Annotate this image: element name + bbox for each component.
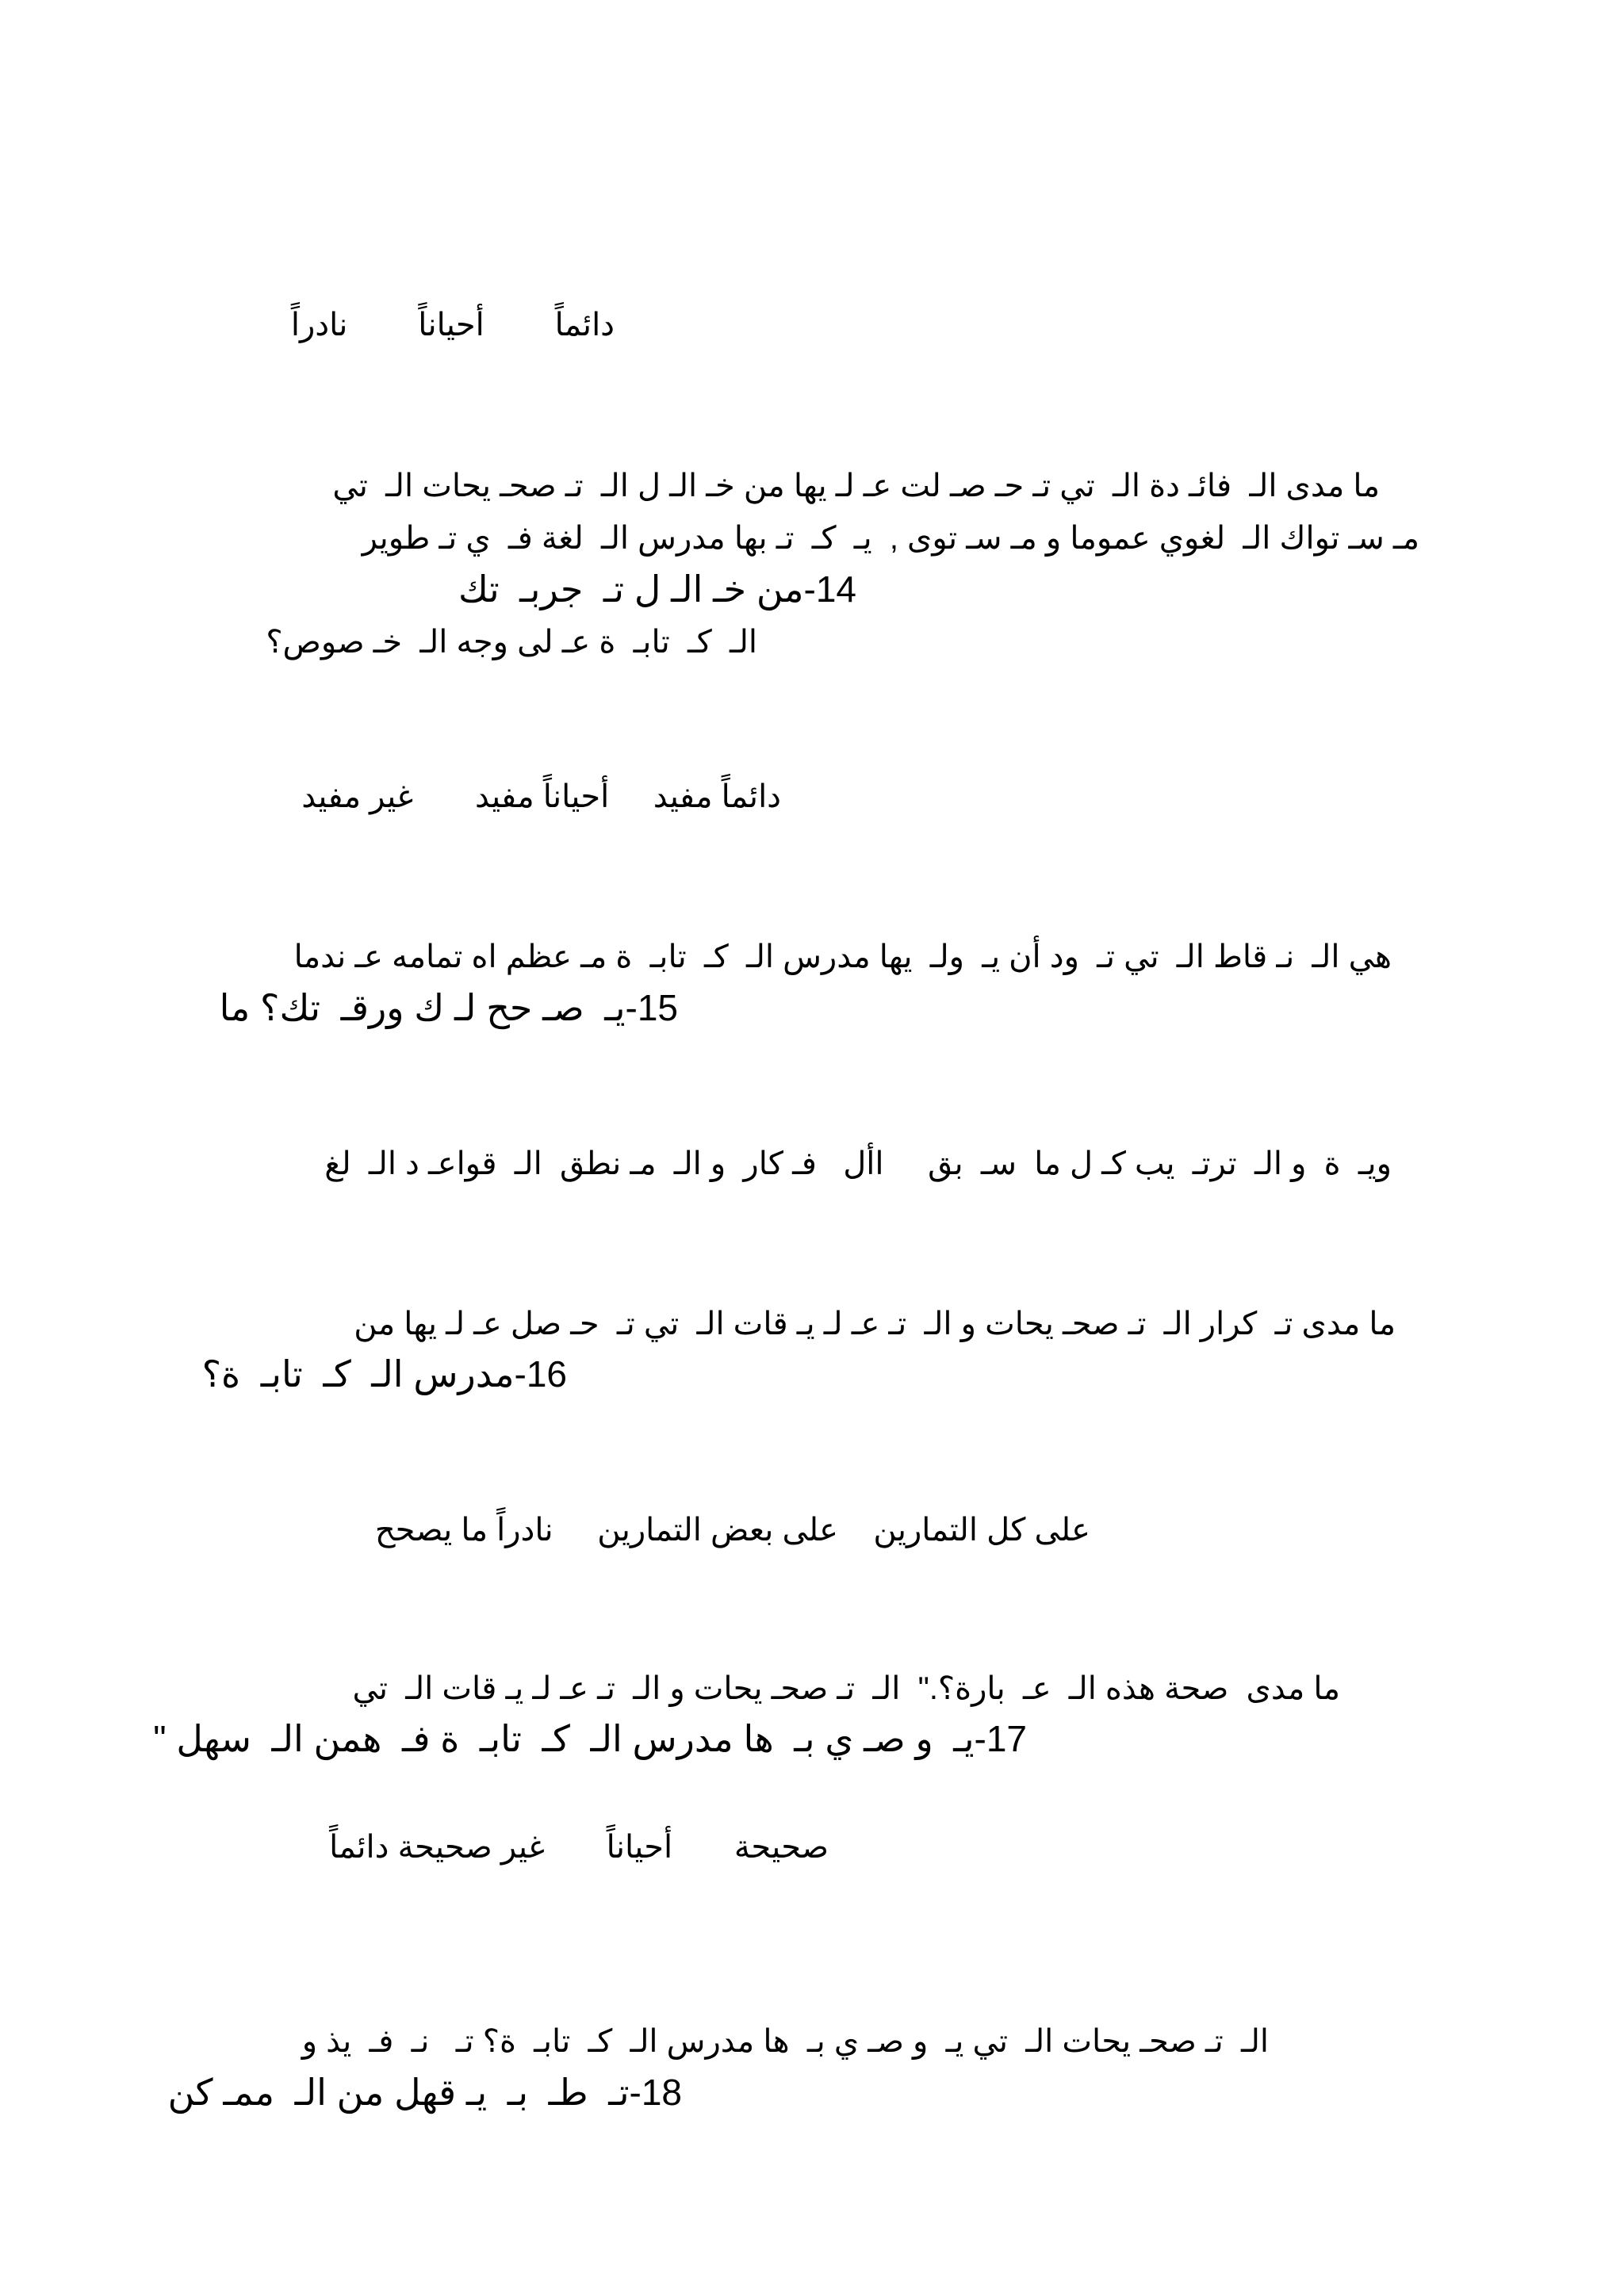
question-18-line-2: 18-تـ طـ بـ يـ قهل من الـ ممـ كن	[167, 2072, 682, 2113]
options-line-3: على كل التمارين على بعض التمارين نادراً ما يصحح	[374, 1513, 1090, 1548]
question-15-line-2: 15-يـ صـ حح لـ ك ورقـ تك؟ ما	[219, 987, 678, 1028]
question-15-line-1: هي الـ نـ قاط الـ تي تـ ود أن يـ ولـ يها مدرس الـ كـ تابـ ة مـ عظم اه تمامه عـ ندما	[293, 939, 1392, 974]
question-14-line-3: 14-من خـ الـ ل تـ جربـ تك	[458, 568, 856, 610]
question-16-line-1: ما مدى تـ كرار الـ تـ صحـ يحات و الـ تـ عـ لـ يـ قات الـ تي تـ حـ صل عـ لـ يها من	[354, 1307, 1396, 1341]
question-14-line-2: مـ سـ تواك الـ لغوي عموما و مـ سـ توى , يـ كـ تـ بها مدرس الـ لغة فـ ي تـ طوير	[362, 521, 1419, 556]
question-14-line-1: ما مدى الـ فائـ دة الـ تي تـ حـ صـ لت عـ لـ يها من خـ الـ ل الـ تـ صحـ يحات الـ تي	[332, 469, 1380, 503]
options-line-4: صحيحة أحياناً غير صحيحة دائماً	[329, 1830, 829, 1865]
options-line-1: دائماً أحياناً نادراً	[290, 308, 615, 342]
question-14-line-4: الـ كـ تابـ ة عـ لى وجه الـ خـ صوص؟	[266, 625, 757, 660]
question-17-line-1: ما مدى صحة هذه الـ عـ بارة؟." الـ تـ صحـ يحات و الـ تـ عـ لـ يـ قات الـ تي	[352, 1671, 1340, 1706]
question-18-line-1: الـ تـ صحـ يحات الـ تي يـ و صـ ي بـ ها مدرس الـ كـ تابـ ة؟ تـ نـ فـ يذ و	[301, 2024, 1269, 2059]
question-17-line-2: 17-يـ و صـ ي بـ ها مدرس الـ كـ تابـ ة فـ همن الـ سهل "	[153, 1718, 1027, 1759]
question-16-line-2: 16-مدرس الـ كـ تابـ ة؟	[201, 1353, 567, 1395]
question-15-line-3: ويـ ة و الـ ترتـ يب كـ ل ما سـ بق األ فـ كار و الـ مـ نطق الـ قواعـ د الـ لغ	[324, 1146, 1392, 1181]
options-line-2: دائماً مفيد أحياناً مفيد غير مفيد	[301, 779, 781, 814]
